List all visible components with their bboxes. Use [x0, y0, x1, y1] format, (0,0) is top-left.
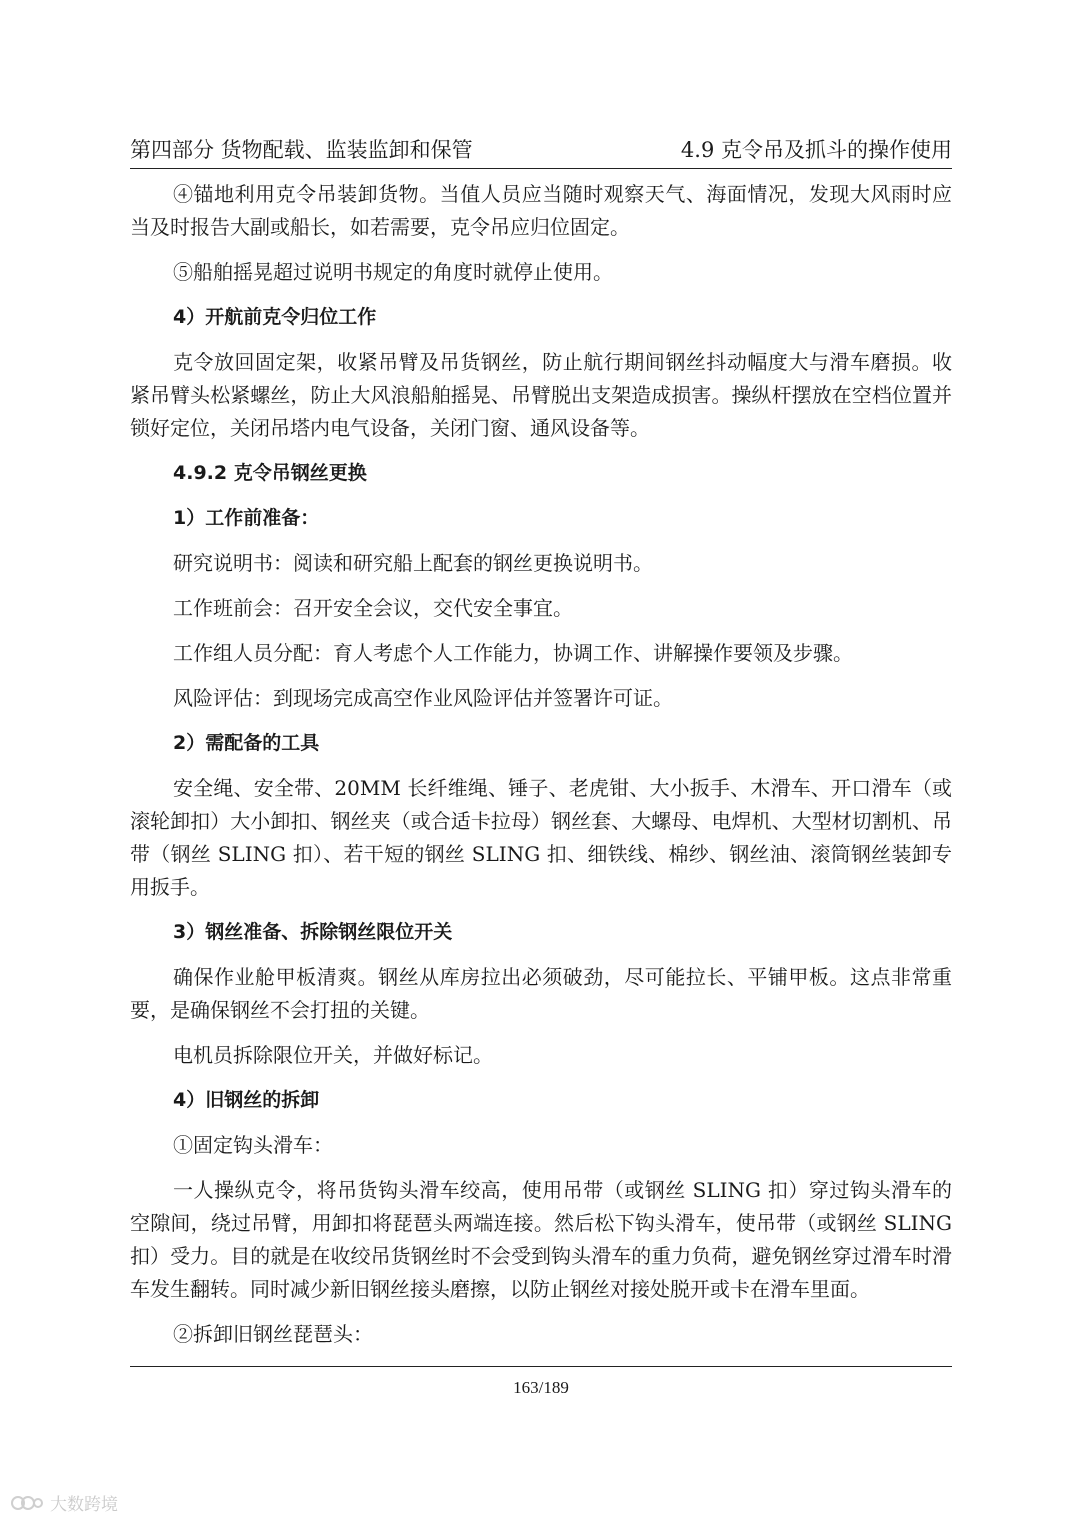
header-chapter-title: 4.9 克令吊及抓斗的操作使用 — [680, 138, 952, 162]
paragraph: ④锚地利用克令吊装卸货物。当值人员应当随时观察天气、海面情况，发现大风雨时应当及时报告大副或船长，如若需要，克令吊应归位固定。 — [130, 182, 952, 239]
paragraph: 安全绳、安全带、20MM 长纤维绳、锤子、老虎钳、大小扳手、木滑车、开口滑车（或滚轮卸扣）大小卸扣、钢丝夹（或合适卡拉母）钢丝套、大螺母、电焊机、大型材切割机、吊带（钢丝 SLING 扣）、若干短的钢丝 SLING 扣、细铁线、棉纱、钢丝油、滚筒钢丝装卸专用扳手。 — [130, 776, 952, 899]
paragraph: 研究说明书：阅读和研究船上配套的钢丝更换说明书。 — [173, 551, 653, 575]
paragraph: 工作组人员分配：育人考虑个人工作能力，协调工作、讲解操作要领及步骤。 — [173, 641, 853, 665]
paragraph: 工作班前会：召开安全会议，交代安全事宜。 — [173, 596, 573, 620]
paragraph: 克令放回固定架，收紧吊臂及吊货钢丝，防止航行期间钢丝抖动幅度大与滑车磨损。收紧吊臂头松紧螺丝，防止大风浪船舶摇晃、吊臂脱出支架造成损害。操纵杆摆放在空档位置并锁好定位，关闭吊塔内电气设备，关闭门窗、通风设备等。 — [130, 350, 952, 440]
page-number: 163/189 — [513, 1378, 569, 1397]
section-heading: 3）钢丝准备、拆除钢丝限位开关 — [173, 921, 453, 943]
paragraph: 电机员拆除限位开关，并做好标记。 — [173, 1043, 493, 1067]
section-heading: 4）旧钢丝的拆卸 — [173, 1089, 320, 1111]
running-header — [130, 128, 952, 169]
watermark — [10, 1490, 118, 1515]
section-heading: 2）需配备的工具 — [173, 732, 320, 754]
paragraph: 风险评估：到现场完成高空作业风险评估并签署许可证。 — [173, 686, 673, 710]
section-heading: 4.9.2 克令吊钢丝更换 — [173, 462, 367, 484]
paragraph: 确保作业舱甲板清爽。钢丝从库房拉出必须破劲，尽可能拉长、平铺甲板。这点非常重要，是确保钢丝不会打扭的关键。 — [130, 965, 952, 1022]
section-heading: 1）工作前准备： — [173, 507, 320, 529]
watermark-logo-icon — [10, 1492, 44, 1514]
page-body — [130, 178, 952, 1363]
section-heading: 4）开航前克令归位工作 — [173, 306, 377, 328]
paragraph: ⑤船舶摇晃超过说明书规定的角度时就停止使用。 — [173, 260, 613, 284]
paragraph: 一人操纵克令，将吊货钩头滑车绞高，使用吊带（或钢丝 SLING 扣）穿过钩头滑车的空隙间，绕过吊臂，用卸扣将琵琶头两端连接。然后松下钩头滑车，使吊带（或钢丝 SLING 扣）受力。目的就是在收绞吊货钢丝时不会受到钩头滑车的重力负荷，避免钢丝穿过滑车时滑车发生翻转。同时减少新旧钢丝接头磨擦，以防止钢丝对接处脱开或卡在滑车里面。 — [130, 1178, 952, 1301]
paragraph: ①固定钩头滑车： — [173, 1133, 333, 1157]
header-section-title: 第四部分 货物配载、监装监卸和保管 — [130, 138, 473, 162]
paragraph: ②拆卸旧钢丝琵琶头： — [173, 1322, 373, 1346]
footer-divider — [130, 1366, 952, 1367]
watermark-text: 大数跨境 — [50, 1495, 118, 1515]
